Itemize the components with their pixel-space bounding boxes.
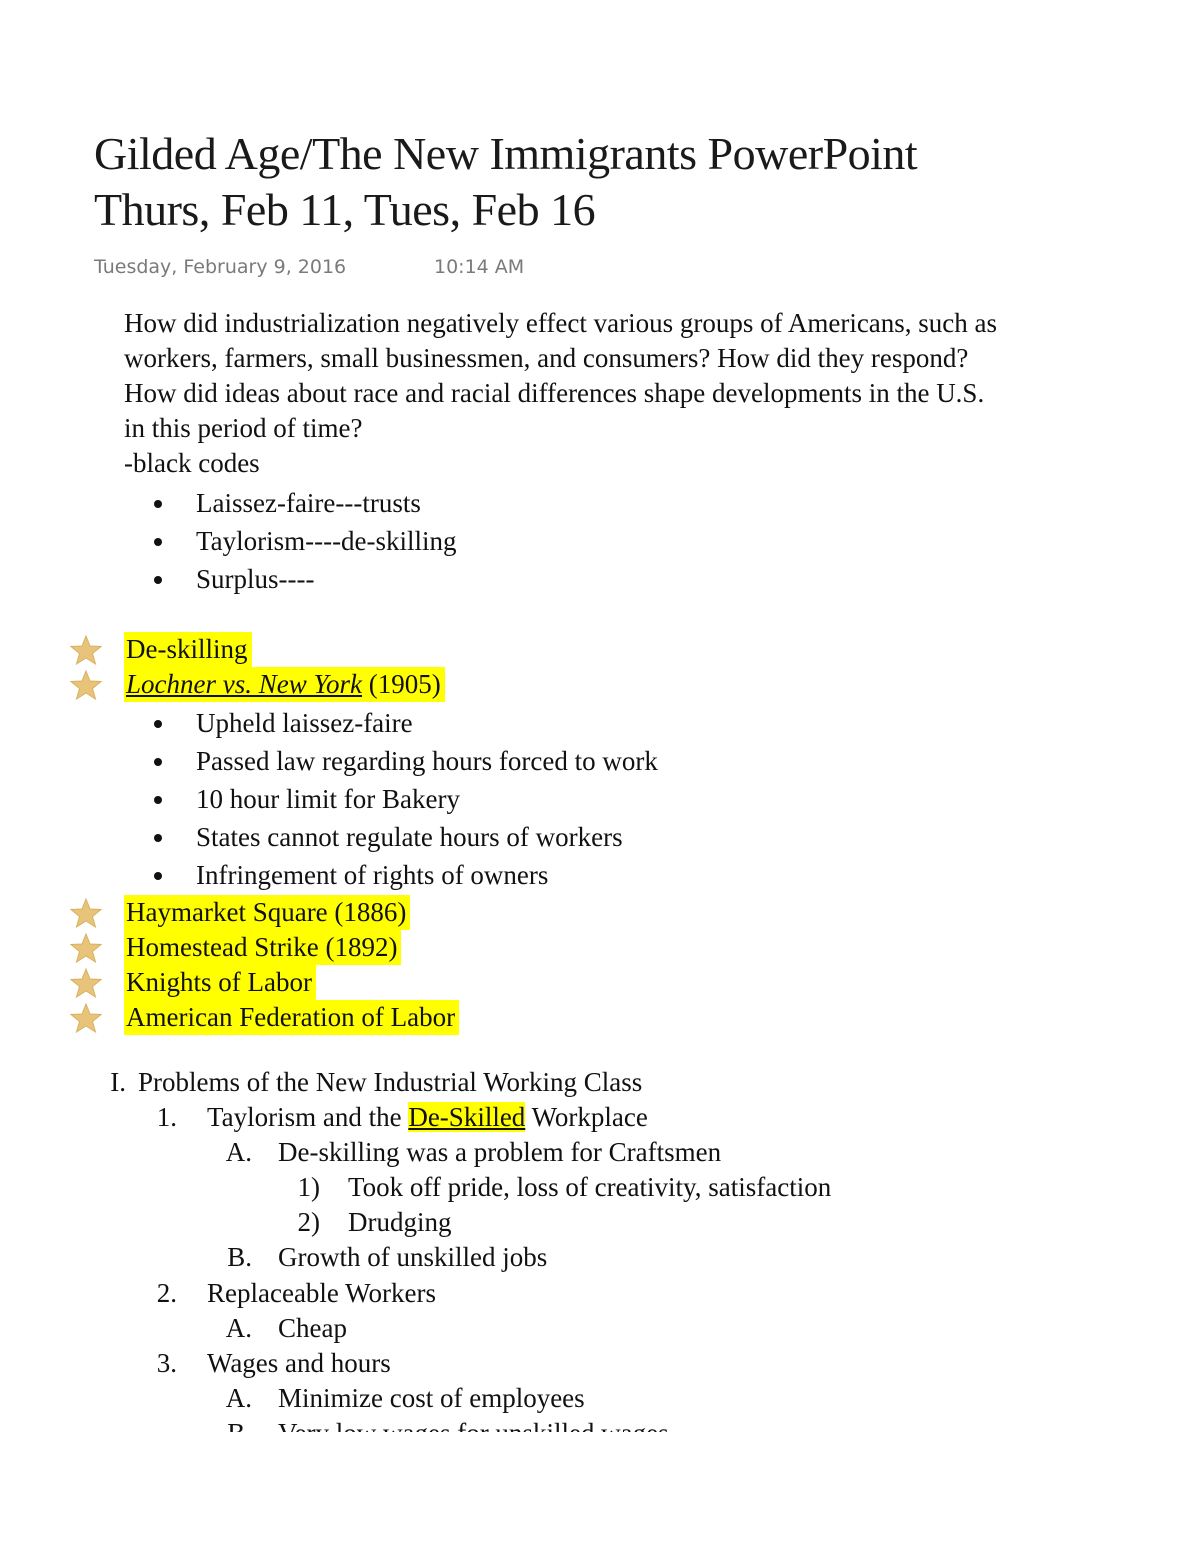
note-date: Tuesday, February 9, 2016	[94, 256, 347, 278]
note-time: 10:14 AM	[434, 256, 525, 278]
bullet-item: Infringement of rights of owners	[196, 856, 548, 894]
outline-number: A.	[225, 1313, 252, 1343]
case-year: (1905)	[362, 669, 441, 699]
bullet-item: Taylorism----de-skilling	[196, 522, 457, 560]
outline-item-1A	[225, 1135, 722, 1170]
star-tag-icon[interactable]	[70, 1002, 102, 1034]
outline-item-1A2	[297, 1205, 452, 1240]
bullet-dot-icon	[154, 576, 162, 584]
bullet-dot-icon	[154, 758, 162, 766]
bullet-item: Surplus----	[196, 560, 314, 598]
outline-number: 2.	[156, 1278, 177, 1308]
question-line: How did industrialization negatively effect various groups of Americans, such as	[124, 308, 998, 338]
outline-text: Growth of unskilled jobs	[278, 1242, 548, 1272]
question-block	[124, 306, 1134, 481]
outline-text: Taylorism and the	[207, 1102, 409, 1132]
outline-item-1B	[227, 1240, 548, 1275]
outline-item-3A	[225, 1381, 585, 1416]
outline-text: Took off pride, loss of creativity, satisfaction	[348, 1172, 832, 1202]
outline-number: 3.	[156, 1348, 177, 1378]
highlighted-text: Homestead Strike (1892)	[124, 930, 401, 965]
outline-text: Cheap	[278, 1313, 347, 1343]
question-line: How did ideas about race and racial differences shape developments in the U.S.	[124, 378, 985, 408]
star-tag-icon[interactable]	[70, 669, 102, 701]
title-line-1: Gilded Age/The New Immigrants PowerPoint	[94, 128, 918, 179]
bullet-item: States cannot regulate hours of workers	[196, 818, 623, 856]
highlighted-link: De-Skilled	[408, 1102, 526, 1132]
outline-number: I.	[110, 1067, 126, 1097]
outline-number: 2)	[297, 1207, 320, 1237]
bullet-item: Upheld laissez-faire	[196, 704, 413, 742]
outline-text: Wages and hours	[207, 1348, 391, 1378]
outline-item-2A	[225, 1311, 347, 1346]
page-title	[94, 126, 917, 238]
highlighted-text: American Federation of Labor	[124, 1000, 459, 1035]
timestamp	[94, 256, 525, 278]
outline-number: 1.	[156, 1102, 177, 1132]
outline-number: 1)	[297, 1172, 320, 1202]
outline-item-2	[156, 1276, 436, 1311]
bullet-dot-icon	[154, 538, 162, 546]
highlighted-text: De-skilling	[124, 632, 252, 667]
bullet-item: Passed law regarding hours forced to work	[196, 742, 658, 780]
question-line: -black codes	[124, 448, 260, 478]
star-tag-icon[interactable]	[70, 967, 102, 999]
bullet-item: 10 hour limit for Bakery	[196, 780, 460, 818]
question-line: workers, farmers, small businessmen, and consumers? How did they respond?	[124, 343, 969, 373]
outline-number: A.	[225, 1383, 252, 1413]
title-line-2: Thurs, Feb 11, Tues, Feb 16	[94, 184, 596, 235]
outline-number: B.	[227, 1242, 252, 1272]
outline-text: Problems of the New Industrial Working Class	[138, 1067, 643, 1097]
case-name: Lochner vs. New York	[126, 669, 363, 699]
highlighted-text: Haymarket Square (1886)	[124, 895, 410, 930]
bullet-dot-icon	[154, 872, 162, 880]
question-line: in this period of time?	[124, 413, 363, 443]
outline-item-1A1	[297, 1170, 832, 1205]
star-tag-icon[interactable]	[70, 634, 102, 666]
star-tag-icon[interactable]	[70, 932, 102, 964]
page-cutoff	[0, 1432, 1200, 1553]
outline-item-I	[110, 1065, 643, 1100]
outline-item-1	[156, 1100, 648, 1135]
outline-number: A.	[225, 1137, 252, 1167]
outline-item-3	[156, 1346, 391, 1381]
bullet-dot-icon	[154, 500, 162, 508]
star-tag-icon[interactable]	[70, 897, 102, 929]
outline-text: Minimize cost of employees	[278, 1383, 585, 1413]
outline-text: Drudging	[348, 1207, 452, 1237]
bullet-dot-icon	[154, 720, 162, 728]
outline-text: Replaceable Workers	[207, 1278, 436, 1308]
bullet-item: Laissez-faire---trusts	[196, 484, 421, 522]
highlighted-text	[124, 667, 445, 702]
outline-text: Workplace	[525, 1102, 648, 1132]
outline-text: De-skilling was a problem for Craftsmen	[278, 1137, 722, 1167]
highlighted-text: Knights of Labor	[124, 965, 316, 1000]
bullet-dot-icon	[154, 796, 162, 804]
bullet-dot-icon	[154, 834, 162, 842]
